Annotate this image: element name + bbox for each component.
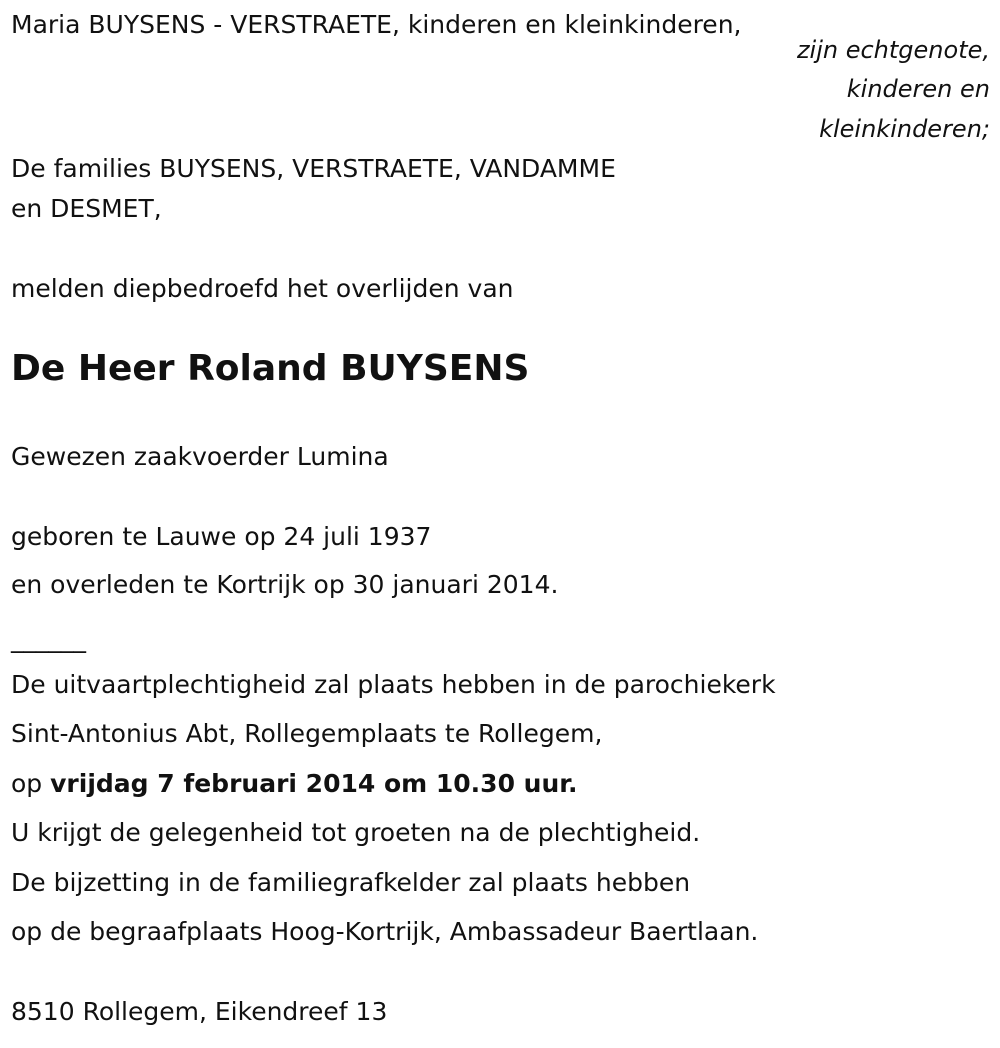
announcement-text: melden diepbedroefd het overlijden van <box>11 274 514 303</box>
families-line-1: De families BUYSENS, VERSTRAETE, VANDAMME <box>11 154 616 183</box>
relation-line-2: kinderen en <box>846 75 990 103</box>
ceremony-line-4: U krijgt de gelegenheid tot groeten na de plechtigheid. <box>11 818 701 847</box>
deceased-title: Gewezen zaakvoerder Lumina <box>11 442 389 471</box>
deceased-name: De Heer Roland BUYSENS <box>11 348 530 389</box>
relation-line-3: kleinkinderen; <box>819 115 990 143</box>
address: 8510 Rollegem, Eikendreef 13 <box>11 997 388 1026</box>
separator: ______ <box>11 624 86 653</box>
birth-line: geboren te Lauwe op 24 juli 1937 <box>11 522 432 551</box>
ceremony-date-line <box>11 769 578 799</box>
ceremony-date: vrijdag 7 februari 2014 om 10.30 uur. <box>50 769 578 798</box>
ceremony-line-2: Sint-Antonius Abt, Rollegemplaats te Rollegem, <box>11 719 603 748</box>
ceremony-date-prefix: op <box>11 769 51 798</box>
ceremony-line-5: De bijzetting in de familiegrafkelder zal plaats hebben <box>11 868 691 897</box>
death-line: en overleden te Kortrijk op 30 januari 2014. <box>11 570 559 599</box>
ceremony-line-6: op de begraafplaats Hoog-Kortrijk, Ambassadeur Baertlaan. <box>11 917 759 946</box>
ceremony-line-1: De uitvaartplechtigheid zal plaats hebben in de parochiekerk <box>11 670 776 699</box>
relation-line-1: zijn echtgenote, <box>796 36 990 64</box>
announcer-line: Maria BUYSENS - VERSTRAETE, kinderen en kleinkinderen, <box>11 10 742 39</box>
families-line-2: en DESMET, <box>11 194 162 223</box>
